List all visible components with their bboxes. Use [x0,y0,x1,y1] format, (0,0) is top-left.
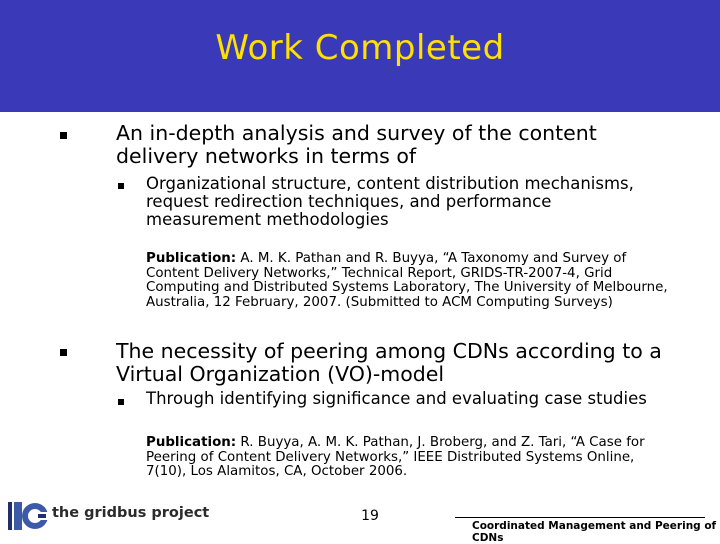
sub-bullet-1-text [146,175,634,229]
gridbus-logo-icon [8,498,50,534]
publication-2-line-1: Publication: R. Buyya, A. M. K. Pathan, J. Broberg, and Z. Tari, “A Case for [146,435,645,450]
page-number: 19 [361,508,379,524]
publication-2-line-2: Peering of Content Delivery Networks,” IEEE Distributed Systems Online, [146,449,635,465]
bullet-2-text [116,340,662,386]
publication-1-line-4: Australia, 12 February, 2007. (Submitted to ACM Computing Surveys) [146,294,613,310]
bullet-2-line-1: The necessity of peering among CDNs according to a [116,339,662,363]
publication-2-line-3: 7(10), Los Alamitos, CA, October 2006. [146,464,408,479]
publication-1 [146,252,668,310]
bullet-1-text [116,122,597,168]
bullet-2 [60,349,67,356]
sub-bullet-1-line-1: Organizational structure, content distribution mechanisms, [146,174,634,193]
publication-1-line-2: Content Delivery Networks,” Technical Report, GRIDS-TR-2007-4, Grid [146,265,613,281]
sub-bullet-1-line-2: request redirection techniques, and performance [146,192,552,211]
footer-caption: Coordinated Management and Peering of CDNs [472,520,717,544]
publication-1-line-3: Computing and Distributed Systems Laboratory, The University of Melbourne, [146,280,668,295]
bullet-1-line-2: delivery networks in terms of [116,144,417,168]
sub-bullet-1 [118,183,124,189]
sub-bullet-2-text: Through identifying significance and evaluating case studies [146,389,647,408]
slide-title: Work Completed [215,28,505,68]
publication-1-label: Publication: [146,251,237,266]
bullet-2-line-2: Virtual Organization (VO)-model [116,362,445,386]
publication-2-label: Publication: [146,435,237,450]
footer-rule [455,517,705,518]
sub-bullet-1-line-3: measurement methodologies [146,210,389,229]
publication-1-line-1: Publication: A. M. K. Pathan and R. Buyya, “A Taxonomy and Survey of [146,251,627,266]
bullet-1 [60,132,67,139]
publication-2 [146,436,645,480]
sub-bullet-2 [118,399,124,405]
bullet-1-line-1: An in-depth analysis and survey of the content [116,121,597,145]
logo-text: the gridbus project [52,505,210,521]
